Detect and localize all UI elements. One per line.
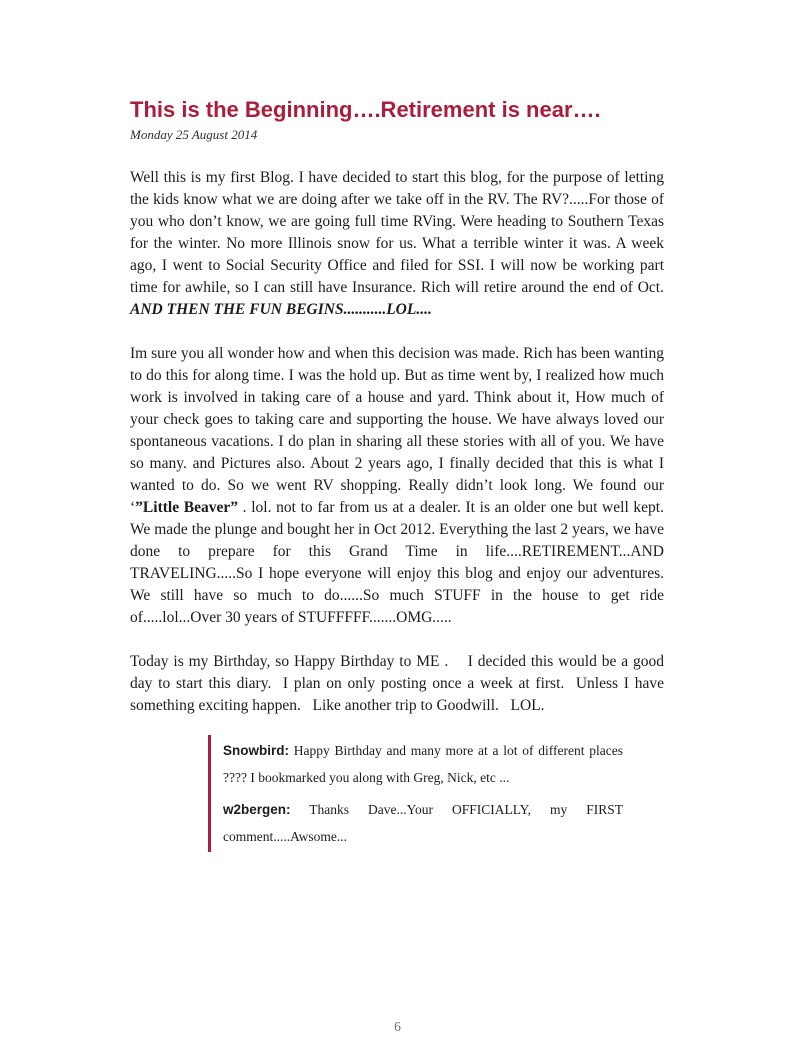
paragraph-1 <box>130 167 664 321</box>
comment-text: Thanks Dave...Your OFFICIALLY, my FIRST comment.....Awsome... <box>223 802 623 844</box>
post-title: This is the Beginning….Retirement is near…. <box>130 97 601 122</box>
paragraph-1-text: Well this is my first Blog. I have decided to start this blog, for the purpose of letting the kids know what we are doing after we take off in the RV. The RV?.....For those of you who don’t know, we are going full time RVing. Were heading to Southern Texas for the winter. No more Illinois snow for us. What a terrible winter it was. A week ago, I went to Social Security Office and filed for SSI. I will now be working part time for awhile, so I can still have Insurance. Rich will retire around the end of Oct. <box>130 169 664 296</box>
paragraph-2-text-continued: . lol. not to far from us at a dealer. It is an older one but well kept. We made the plunge and bought her in Oct 2012. Everything the last 2 years, we have done to prepare for this Grand Time in life....RETIREMENT...AND TRAVELING.....So I hope everyone will enjoy this blog and enjoy our adventures. We still have so much to do......So much STUFF in the house to get ride of.....lol...Over 30 years of STUFFFFF.......OMG..... <box>130 499 664 626</box>
comment-author: Snowbird: <box>223 743 289 758</box>
post-date: Monday 25 August 2014 <box>130 127 258 142</box>
comment-snowbird <box>223 737 623 791</box>
paragraph-2-emphasis: ”Little Beaver” <box>135 499 238 516</box>
page-number: 6 <box>394 1019 401 1034</box>
comment-w2bergen <box>223 796 623 850</box>
post-content <box>130 96 664 852</box>
comment-author: w2bergen: <box>223 802 291 817</box>
paragraph-1-emphasis: AND THEN THE FUN BEGINS...........LOL.... <box>130 301 432 318</box>
paragraph-3-text: Today is my Birthday, so Happy Birthday to ME . I decided this would be a good day to start this diary. I plan on only posting once a week at first. Unless I have something exciting happen. Like another trip to Goodwill. LOL. <box>130 653 664 714</box>
paragraph-3 <box>130 651 664 717</box>
comments-block <box>208 735 623 852</box>
paragraph-2 <box>130 343 664 629</box>
comment-text: Happy Birthday and many more at a lot of different places ???? I bookmarked you along with Greg, Nick, etc ... <box>223 743 623 785</box>
paragraph-2-text: Im sure you all wonder how and when this decision was made. Rich has been wanting to do this for along time. I was the hold up. But as time went by, I realized how much work is involved in taking care of a house and yard. Think about it, How much of your check goes to taking care and supporting the house. We have always loved our spontaneous vacations. I do plan in sharing all these stories with all of you. We have so many. and Pictures also. About 2 years ago, I finally decided that this is what I wanted to do. So we went RV shopping. Really didn’t look long. We found our ‘ <box>130 345 664 516</box>
